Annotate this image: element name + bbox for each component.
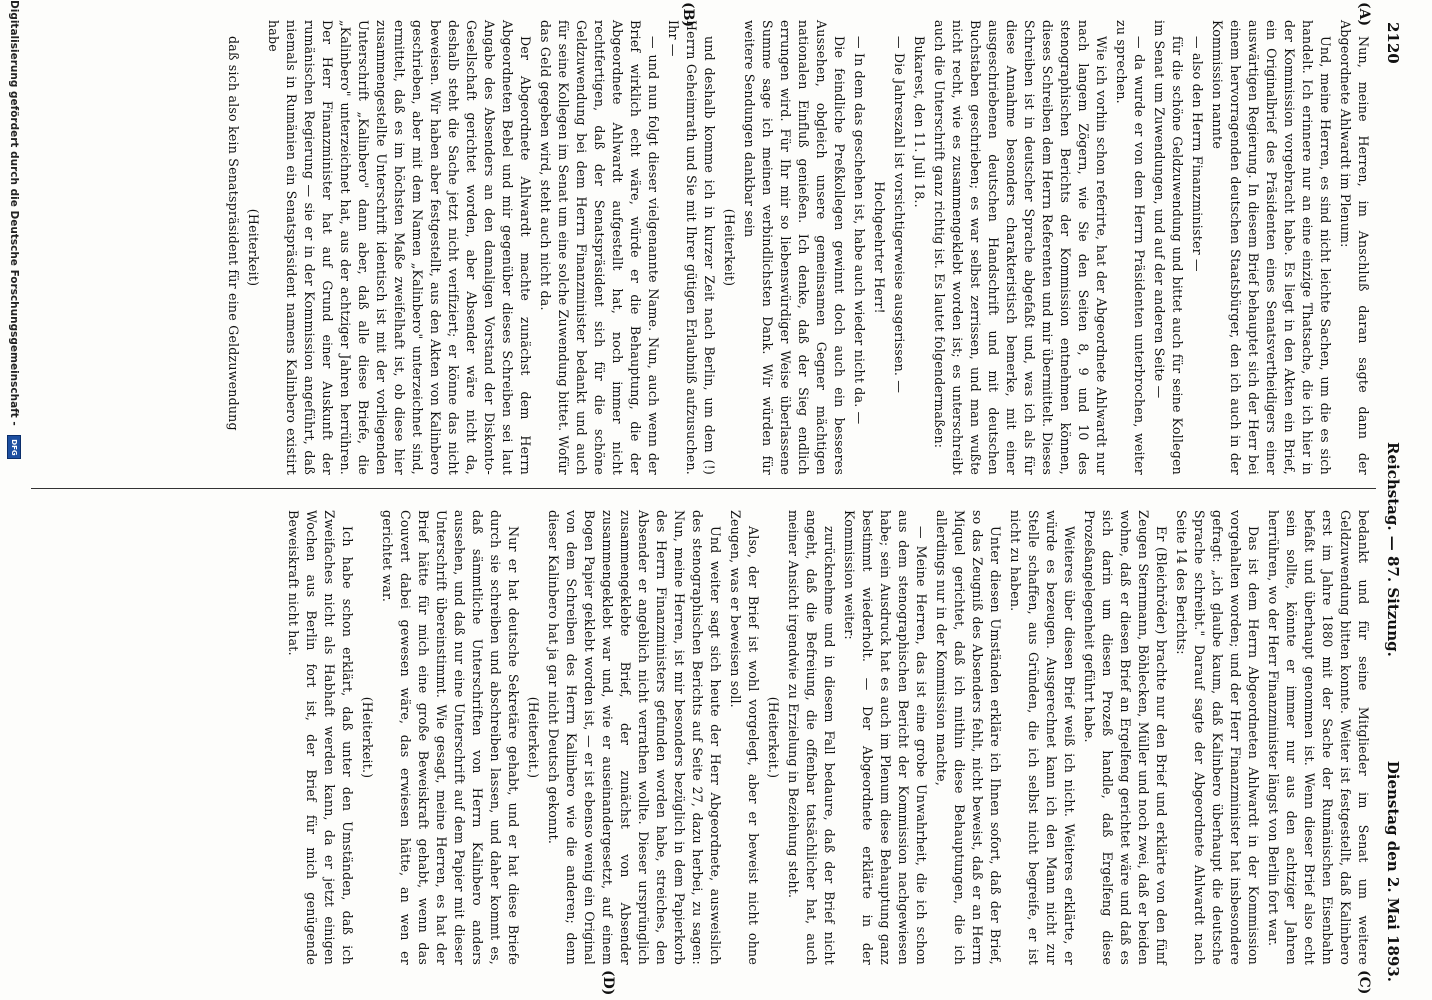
right-text-column [282,510,1372,965]
column-marker-b: (B) [680,2,696,28]
left-text-column [222,20,1372,475]
left-column-paragraph: Hochgeehrter Herr! [872,181,887,314]
right-column-paragraph: bedankt und für seine Mitglieder im Senat um weitere Geldzuwendung bitten konnte. Weiter ist festgestellt, daß Kalinbero erst im Jahre 1880 mit der Sache der Rumänischen Eisenbahn befaßt und überhaupt genommen ist. Wenn dieser Brief also echt sein sollte, könnte er immer nur aus den achtziger Jahren herrühren, wo der Herr Finanzminister längst von Berlin fort war. [1266,510,1371,965]
left-column-paragraph: und deshalb komme ich in kurzer Zeit nach Berlin, um dem (!) Herrn Geheimrath und Sie mit Ihrer gütigen Erlaubniß aufzusuchen. Ihr — [666,20,717,475]
rotated-document-page [8,0,1416,1000]
right-column-paragraph: (Heiterkeit.) [360,696,375,779]
left-column-paragraph: — und nun folgt dieser vielgenannte Name. Nun, auch wenn der Brief wirklich echt wäre, würde er die Behauptung, die der Abgeordnete Ahlwardt aufgestellt hat, noch immer nicht rechtfertigen, daß der Senatspräsident sich für die schöne Geldzuwendung bei dem Herrn Finanzminister bedankt und auch für seine Kollegen im Senat um eine solche Zuwendung bittet. Wofür das Geld gegeben wird, steht auch nicht da. [538,20,661,475]
left-column-paragraph: — da wurde er von dem Herrn Präsidenten unterbrochen, weiter zu sprechen. [1114,20,1147,475]
column-marker-a: (A) [1356,2,1372,27]
left-column-paragraph: Wie ich vorhin schon referirte, hat der Abgeordnete Ahlwardt nur nach langem Zögern, wie Sie den Seiten 8, 9 und 10 des stenographischen Berichts der Kommission entnehmen können, dieses Schreiben dem Herrn Referenten und mir übermittelt. Dieses Schreiben ist in deutscher Sprache abgefaßt und, was ich als für diese Annahme besonders charakteristisch bemerke, mit einer ausgeschriebenen deutschen Handschrift und mit deutschen Buchstaben geschrieben; es war selbst zerrissen, und man wußte nicht recht, wie es zusammengeklebt worden ist; es unterschreibt auch die Unterschrift ganz richtig ist. Es lautet folgendermaßen: [932,20,1109,475]
page-footer [5,0,21,1000]
right-column-paragraph: — Meine Herren, das ist eine grobe Unwahrheit, die ich schon aus dem stenographischen Bericht der Kommission nachgewiesen habe; sein Ausdruck hat es auch im Plenum diese Behauptung ganz bestimmt wiederholt. — Der Abgeordnete erklärte in der Kommission weiter: [842,510,929,965]
right-column-paragraph: Weiteres über diesen Brief weiß ich nicht. Weiteres erklärte, er würde es bezeugen. Ausgerechnet kann ich den Mann nicht zur Stelle schaffen, aus Gründen, die ich selbst nicht begreife, er ist nicht zu haben. [1008,510,1077,965]
left-column-paragraph: daß sich also kein Senatspräsident für eine Geldzuwendung [226,36,241,431]
right-column-paragraph: Er (Bleichröder) brachte nur den Brief und erklärte von den fünf Zeugen Sternmann, Böhlecken, Müller und noch zwei, daß er beiden wohne, daß er diesen Brief an Ergelfeng gerichtet wäre und daß es sich darin um diesen Prozeß handle, daß Ergelfeng diese Prozeßangelegenheit geführt habe. [1082,510,1169,965]
left-column-paragraph: Nun, meine Herren, im Anschluß daran sagte dann der Abgeordnete Ahlwardt im Plenum: [1338,20,1371,475]
left-column-paragraph: Bukarest, den 11. Juli 18.. [912,36,927,208]
left-column-paragraph: (Heiterkeit) [722,208,737,287]
left-column-paragraph: (Heiterkeit) [246,208,261,287]
left-column-paragraph: — also den Herrn Finanzminister — [1190,36,1205,272]
right-column-paragraph: (Heiterkeit.) [526,696,541,779]
column-marker-c: (C) [1356,970,1372,995]
right-column-paragraph: Ich habe schon erklärt, daß unter den Umständen, daß ich Zweifaches nicht als Habhaft werden kann, da er jetzt einigen Wochen aus Berlin fort ist, der Brief für mich genügende Beweiskraft nicht hat. [286,510,355,965]
dfg-logo: DFG [7,435,21,459]
digitization-credit: Digitalisierung gefördert durch die Deutsche Forschungsgemeinschaft - [8,0,20,426]
left-column-paragraph: — In dem das geschehen ist, habe auch wieder nicht da. — [852,36,867,425]
column-marker-d: (D) [600,970,616,996]
right-column-paragraph: Unter diesen Umständen erkläre ich Ihnen sofort, daß der Brief, so das Zeugniß des Absenders fehlt, nicht beweist, daß er an Herrn Miquel gerichtet, daß ich mithin diese Behauptungen, die ich allerdings nur in der Kommission machte, [934,510,1003,965]
page-number: 2120 [1384,22,1402,64]
right-column-paragraph: zurücknehme und in diesem Fall bedaure, daß der Brief nicht angeht, daß die Befreiung, die offenbar tatsächlicher hat, auch meiner Ansicht irgendwie zu Erzielung in Beziehung steht. [786,510,837,965]
left-column-paragraph: — Die Jahreszahl ist vorsichtigerweise ausgerissen. — [892,36,907,394]
right-column-paragraph: Also, der Brief ist wohl vorgelegt, aber er beweist nicht ohne Zeugen, was er beweisen soll. [728,510,761,965]
header-title: Reichstag. — 87. Sitzung. [1384,442,1402,657]
right-column-paragraph: Nur er hat deutsche Sekretäre gehabt, und er hat diese Briefe durch sie schreiben und abschreiben lassen, und daher kommt es, daß sämmtliche Unterschriften von Herrn Kalinbero anders aussehen, und daß nur eine Unterschrift auf dem Papier mit dieser Unterschrift übereinstimmt. Wie gesagt, meine Herren, es hat der Brief hätte für mich eine große Beweiskraft gehabt, wenn das Couvert dabei gewesen wäre, das erwiesen hätte, an wen er gerichtet war. [380,510,521,965]
left-column-paragraph: für die schöne Geldzuwendung und bittet auch für seine Kollegen im Senat um Zuwendungen, und auf der anderen Seite — [1152,20,1185,475]
left-column-paragraph: Und, meine Herren, es sind nicht leichte Sachen, um die es sich handelt. Ich erinnere nur an eine einzige Thatsache, die ich hier in der Kommission vorgebracht habe. Es liegt in den Akten ein Brief, ein Originalbrief des Präsidenten eines Senatsvertheidigers einer auswärtigen Regierung. In diesem Brief behauptet sich der Herr bei einem hervorragenden deutschen Staatsbürger, den ich auch in der Kommission nannte [1210,20,1333,475]
left-column-paragraph: Der Abgeordnete Ahlwardt machte zunächst dem Herrn Abgeordneten Bebel und mir gegenüber dieses Schreiben sei laut Angabe des Absenders an den damaligen Vorstand der Diskonto-Gesellschaft gerichtet worden, aber Absender wäre nicht da, deshalb steht die Sache jetzt nicht verifiziert; er könne das nicht beweisen. Wir haben aber festgestellt, aus den Akten von Kalinbero geschrieben, aber mit dem Namen „Kalinbero" unterzeichnet sind, ermittelt, daß es im höchsten Maße zweifelhaft ist, ob diese hier zusammengestellte Unterschrift identisch ist mit der vorliegenden Unterschrift „Kalinbero" dann aber, daß alle diese Briefe, die „Kalinbero" unterzeichnet hat, aus der achtziger Jahren herrühren. Der Herr Finanzminister hat auf Grund einer Auskunft der rumänischen Regierung — sie er in der Kommission angeführt, daß niemals in Rumänien ein Senatspräsident namens Kalinbero existirt habe [266,20,533,475]
column-divider [31,488,1376,489]
right-column-paragraph: Das ist dem Herrn Abgeordneten Ahlwardt in der Kommission vorgehalten worden; und der Herr Finanzminister hat insbesondere gefragt: „ich glaube kaum, daß Kalinbero überhaupt die deutsche Sprache schreibt." Darauf sagte der Abgeordnete Ahlwardt nach Seite 14 des Berichts: [1174,510,1261,965]
page-header [1378,22,1402,982]
left-column-paragraph: Die feindliche Preßkollegen gewinnt doch auch ein besseres Aussehen, obgleich unsere gemeinsamen Gegner mächtigen nationalen Einfluß genießen. Ich denke, daß der Sieg endlich errungen wird. Für Ihr mir so liebenswürdiger Weise überlassene Summe sage ich meinen verbindlichsten Dank. Wir würden für weitere Sendungen dankbar sein [742,20,847,475]
right-column-paragraph: (Heiterkeit.) [766,696,781,779]
header-date: Dienstag den 2. Mai 1893. [1384,760,1402,982]
right-column-paragraph: Und weiter sagt sich heute der Herr Abgeordnete, ausweislich des stenographischen Berichts auf Seite 27, dazu herbei, zu sagen: Nun, meine Herren, ist mir besonders bezüglich in dem Papierkorb des Herrn Finanzministers gefunden worden habe, streiches, den Absender er angeblich nicht verrathen wollte. Dieser ursprünglich zusammengeklebte Brief, der zunächst von Absender zusammengeklebt war und, wie er auseinandergesetzt, auf einem Bogen Papier geklebt worden ist, — er ist ebenso wenig ein Original von dem Schreiben des Herrn Kalinbero wie die anderen; denn dieser Kalinbero hat ja gar nicht Deutsch gekonnt. [546,510,723,965]
